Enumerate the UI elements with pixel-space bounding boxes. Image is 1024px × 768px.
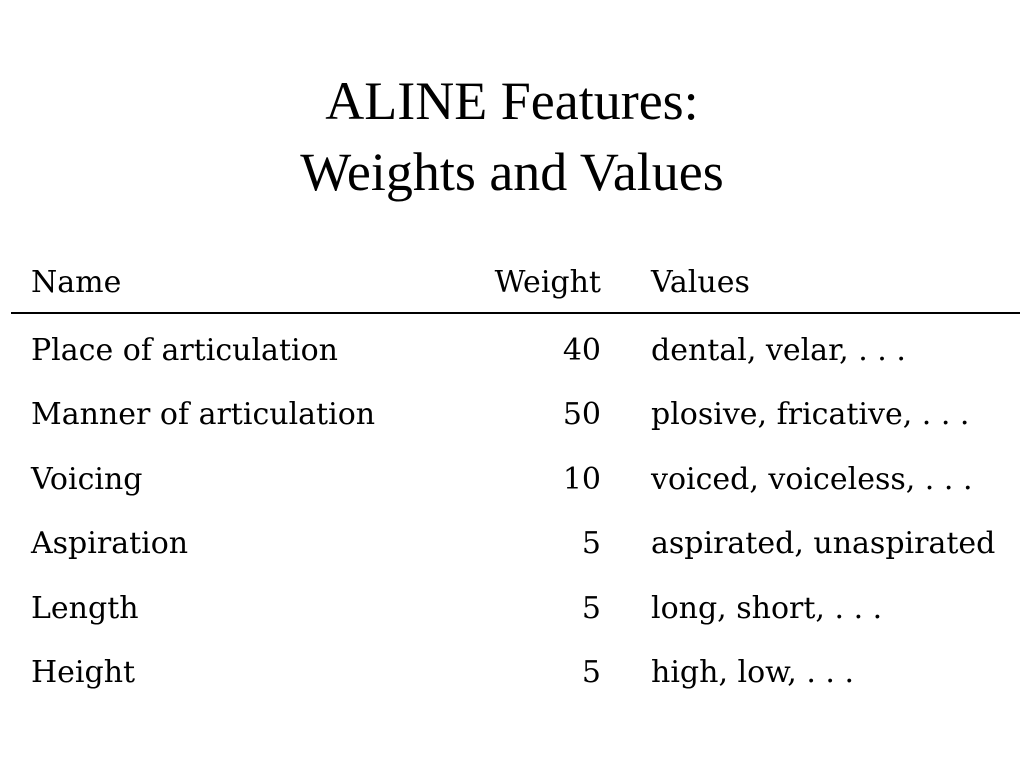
cell-weight: 5 — [581, 655, 601, 691]
table-row — [11, 313, 1020, 383]
features-table — [11, 252, 1020, 705]
cell-weight: 50 — [562, 397, 601, 433]
cell-values: plosive, fricative, . . . — [651, 397, 970, 433]
cell-name: Height — [31, 655, 136, 691]
table-row — [11, 512, 1020, 577]
cell-name: Manner of articulation — [31, 397, 376, 433]
cell-values: dental, velar, . . . — [651, 332, 906, 368]
column-header-weight: Weight — [494, 264, 601, 300]
column-header-name: Name — [31, 264, 122, 300]
slide-title — [0, 66, 1024, 208]
table-header — [11, 252, 1020, 313]
cell-weight: 10 — [562, 461, 601, 497]
column-header-values: Values — [651, 264, 750, 300]
table-row — [11, 447, 1020, 512]
cell-values: long, short, . . . — [651, 590, 883, 626]
cell-name: Place of articulation — [31, 332, 338, 368]
table-body — [11, 313, 1020, 705]
table-header-row — [11, 252, 1020, 313]
cell-values: voiced, voiceless, . . . — [651, 461, 973, 497]
cell-name: Length — [31, 590, 139, 626]
cell-weight: 5 — [581, 526, 601, 562]
table-row — [11, 576, 1020, 641]
cell-weight: 40 — [562, 332, 601, 368]
slide-title-line-1: ALINE Features: — [325, 71, 699, 131]
table-row — [11, 641, 1020, 706]
table-row — [11, 383, 1020, 448]
cell-values: high, low, . . . — [651, 655, 855, 691]
cell-name: Voicing — [31, 461, 143, 497]
slide-title-line-2: Weights and Values — [300, 142, 724, 202]
cell-weight: 5 — [581, 590, 601, 626]
features-table-container — [11, 252, 1020, 705]
cell-values: aspirated, unaspirated — [651, 526, 996, 562]
cell-name: Aspiration — [31, 526, 189, 562]
